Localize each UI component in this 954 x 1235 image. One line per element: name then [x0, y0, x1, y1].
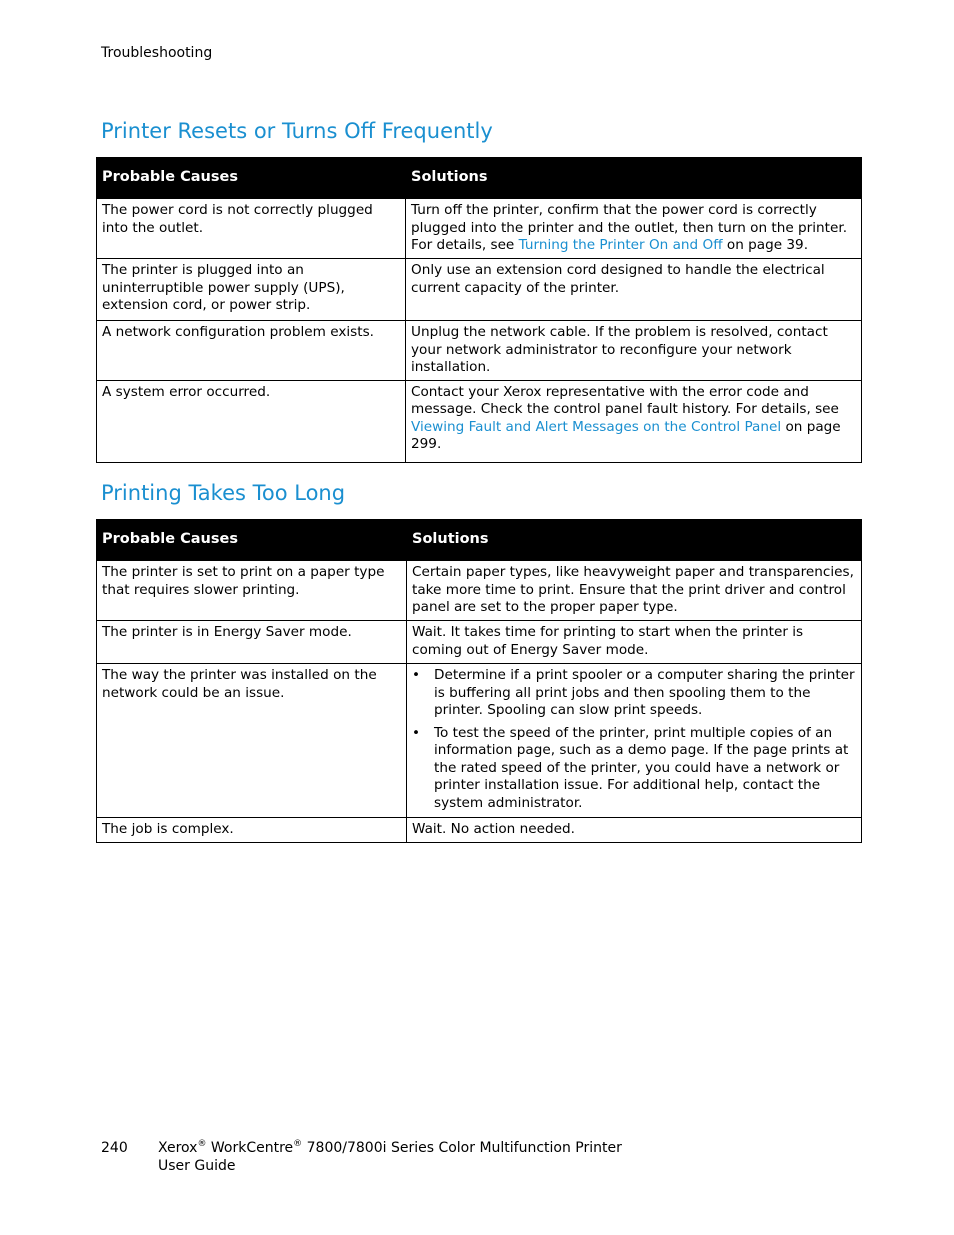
column-header-causes: Probable Causes — [97, 520, 407, 561]
column-header-solutions: Solutions — [407, 520, 862, 561]
cause-cell: The printer is plugged into an uninterruptible power supply (UPS), extension cord, or power strip. — [97, 259, 406, 321]
column-header-solutions: Solutions — [406, 158, 862, 199]
product-footer — [158, 1140, 622, 1175]
solution-cell: Unplug the network cable. If the problem is resolved, contact your network administrator to reconfigure your network installation. — [406, 321, 862, 381]
table-row — [97, 259, 862, 321]
bullet-text: Determine if a print spooler or a computer sharing the printer is buffering all print jobs and then spooling them to the printer. Spooling can slow print speeds. — [434, 667, 855, 718]
solution-text-suffix: on page 39. — [722, 237, 809, 253]
cause-cell: The power cord is not correctly plugged into the outlet. — [97, 199, 406, 259]
running-header: Troubleshooting — [101, 45, 213, 61]
table-row — [97, 561, 862, 621]
model-name: 7800/7800i Series Color Multifunction Printer — [306, 1140, 622, 1156]
table-header-row — [97, 520, 862, 561]
cause-cell: The way the printer was installed on the network could be an issue. — [97, 664, 407, 818]
table-row — [97, 321, 862, 381]
cause-cell: A system error occurred. — [97, 380, 406, 462]
registered-mark: ® — [293, 1139, 303, 1149]
solution-text-suffix: on page 299. — [411, 418, 841, 452]
table-row — [97, 199, 862, 259]
table-row — [97, 380, 862, 462]
table-row — [97, 621, 862, 664]
bullet-icon: • — [412, 724, 421, 741]
solution-text: Turn off the printer, confirm that the power cord is correctly plugged into the printer and the outlet, then turn on the printer. For details, see — [411, 202, 848, 253]
solution-cell: Only use an extension cord designed to handle the electrical current capacity of the printer. — [406, 259, 862, 321]
product-line — [158, 1140, 622, 1158]
column-header-causes: Probable Causes — [97, 158, 406, 199]
link-viewing-fault-messages[interactable]: Viewing Fault and Alert Messages on the Control Panel — [411, 418, 782, 435]
solution-cell — [407, 664, 862, 818]
guide-title: User Guide — [158, 1157, 236, 1174]
list-item — [412, 667, 857, 720]
solution-cell: Wait. It takes time for printing to start when the printer is coming out of Energy Saver mode. — [407, 621, 862, 664]
page-number: 240 — [101, 1140, 128, 1156]
product-name: WorkCentre — [210, 1140, 294, 1156]
brand-name: Xerox — [158, 1140, 198, 1156]
bullet-icon: • — [412, 667, 421, 683]
section-title-printer-resets: Printer Resets or Turns Off Frequently — [101, 119, 493, 143]
solution-cell — [406, 199, 862, 259]
list-item — [412, 725, 857, 813]
table-row — [97, 664, 862, 818]
link-turning-printer-on-off[interactable]: Turning the Printer On and Off — [518, 237, 723, 253]
printing-slow-table — [96, 519, 862, 843]
registered-mark: ® — [197, 1139, 207, 1149]
cause-cell: A network configuration problem exists. — [97, 321, 406, 381]
printer-resets-table — [96, 157, 862, 463]
section-title-printing-slow: Printing Takes Too Long — [101, 481, 346, 505]
table-header-row — [97, 158, 862, 199]
solution-cell: Wait. No action needed. — [407, 818, 862, 843]
table-row — [97, 818, 862, 843]
cause-cell: The printer is set to print on a paper type that requires slower printing. — [97, 561, 407, 621]
solution-cell: Certain paper types, like heavyweight paper and transparencies, take more time to print. Ensure that the print driver and control panel are set to the proper paper type. — [407, 561, 862, 621]
cause-cell: The job is complex. — [97, 818, 407, 843]
bullet-text: To test the speed of the printer, print multiple copies of an information page, such as a demo page. If the page prints at the rated speed of the printer, you could have a network or printer installation issue. For additional help, contact the system administrator. — [434, 724, 849, 811]
cause-cell: The printer is in Energy Saver mode. — [97, 621, 407, 664]
solution-cell — [406, 380, 862, 462]
solution-text: Contact your Xerox representative with the error code and message. Check the control panel fault history. For details, see — [411, 383, 839, 417]
solution-bullet-list — [412, 667, 857, 812]
